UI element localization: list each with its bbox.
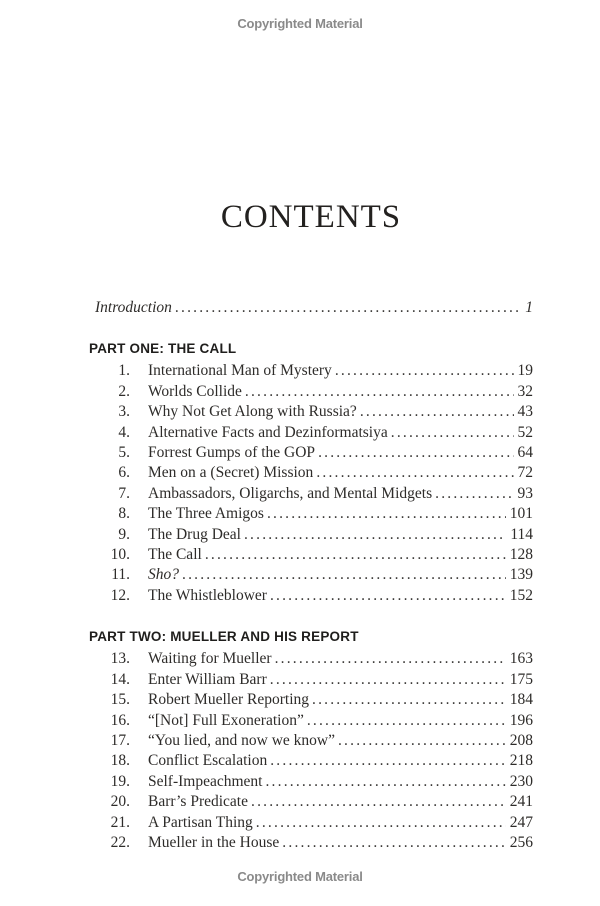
chapter-number: 12.	[110, 586, 130, 604]
dot-leader	[435, 484, 513, 504]
chapter-title: Mueller in the House	[148, 833, 280, 851]
toc-entry	[89, 423, 533, 443]
dot-leader	[256, 813, 506, 833]
page-number: 114	[510, 525, 533, 543]
toc-entry	[89, 545, 533, 565]
dot-leader	[270, 751, 506, 771]
chapter-number: 18.	[110, 752, 130, 770]
chapter-number: 1.	[118, 362, 130, 380]
copyright-notice-bottom: Copyrighted Material	[237, 869, 363, 884]
page-number: 208	[509, 731, 533, 749]
chapter-title: Sho?	[148, 566, 179, 584]
chapter-title: Forrest Gumps of the GOP	[148, 444, 316, 462]
toc-intro-entry	[89, 298, 533, 318]
chapter-number: 22.	[110, 833, 130, 851]
page-title: CONTENTS	[220, 199, 402, 235]
chapter-number: 20.	[110, 793, 130, 811]
dot-leader	[307, 711, 506, 731]
dot-leader	[267, 504, 506, 524]
chapter-number: 7.	[118, 484, 130, 502]
page-number: 163	[509, 650, 533, 668]
chapter-number: 4.	[118, 423, 130, 441]
chapter-number: 2.	[118, 382, 130, 400]
chapter-number: 5.	[118, 444, 130, 462]
dot-leader	[360, 402, 514, 422]
page-number: 139	[509, 566, 533, 584]
chapter-title: The Three Amigos	[148, 505, 264, 523]
chapter-title: Ambassadors, Oligarchs, and Mental Midgets	[148, 484, 433, 502]
dot-leader	[335, 361, 514, 381]
dot-leader	[275, 649, 506, 669]
page-number: 101	[509, 505, 533, 523]
toc-entry	[89, 670, 533, 690]
chapter-title: “You lied, and now we know”	[148, 731, 335, 749]
chapter-number: 13.	[110, 650, 130, 668]
page-number: 128	[509, 546, 533, 564]
page-number: 32	[517, 382, 533, 400]
chapter-title: Why Not Get Along with Russia?	[148, 403, 357, 421]
chapter-number: 21.	[110, 813, 130, 831]
chapter-title: Men on a (Secret) Mission	[148, 464, 314, 482]
dot-leader	[175, 298, 521, 318]
toc-entry	[89, 586, 533, 606]
chapter-number: 14.	[110, 670, 130, 688]
intro-page-number: 1	[525, 299, 533, 316]
toc-entry	[89, 833, 533, 853]
chapter-number: 15.	[110, 691, 130, 709]
toc-entry	[89, 813, 533, 833]
chapter-title: The Call	[148, 546, 202, 564]
chapter-list	[89, 361, 533, 606]
toc-entry	[89, 772, 533, 792]
page-number: 93	[517, 484, 533, 502]
toc-entry	[89, 792, 533, 812]
toc-entry	[89, 504, 533, 524]
dot-leader	[312, 690, 506, 710]
chapter-title: Enter William Barr	[148, 670, 267, 688]
part-heading: PART TWO: MUELLER AND HIS REPORT	[89, 629, 359, 645]
chapter-number: 9.	[118, 525, 130, 543]
toc-entry	[89, 711, 533, 731]
chapter-number: 6.	[118, 464, 130, 482]
copyright-notice-top: Copyrighted Material	[237, 16, 363, 31]
page-number: 152	[509, 586, 533, 604]
dot-leader	[318, 443, 513, 463]
dot-leader	[270, 586, 506, 606]
toc-entry	[89, 463, 533, 483]
page-number: 43	[517, 403, 533, 421]
page-number: 196	[509, 711, 533, 729]
page-number: 218	[509, 752, 533, 770]
toc-entry	[89, 361, 533, 381]
page-number: 19	[517, 362, 533, 380]
page-number: 247	[509, 813, 533, 831]
part-heading: PART ONE: THE CALL	[89, 341, 237, 357]
dot-leader	[391, 423, 514, 443]
chapter-title: A Partisan Thing	[148, 813, 253, 831]
chapter-number: 3.	[118, 403, 130, 421]
chapter-number: 19.	[110, 772, 130, 790]
toc-entry	[89, 731, 533, 751]
chapter-number: 16.	[110, 711, 130, 729]
chapter-number: 10.	[110, 546, 130, 564]
chapter-title: “[Not] Full Exoneration”	[148, 711, 304, 729]
page-number: 72	[517, 464, 533, 482]
page-number: 175	[509, 670, 533, 688]
dot-leader	[270, 670, 506, 690]
chapter-title: Alternative Facts and Dezinformatsiya	[148, 423, 388, 441]
chapter-number: 17.	[110, 731, 130, 749]
dot-leader	[265, 772, 505, 792]
dot-leader	[245, 382, 514, 402]
chapter-title: The Drug Deal	[148, 525, 241, 543]
chapter-title: Barr’s Predicate	[148, 793, 248, 811]
dot-leader	[316, 463, 513, 483]
dot-leader	[182, 565, 506, 585]
dot-leader	[338, 731, 506, 751]
chapter-title: Self-Impeachment	[148, 772, 263, 790]
chapter-title: The Whistleblower	[148, 586, 267, 604]
chapter-title: International Man of Mystery	[148, 362, 332, 380]
page-number: 64	[517, 444, 533, 462]
page-number: 241	[509, 793, 533, 811]
toc-entry	[89, 690, 533, 710]
chapter-title: Conflict Escalation	[148, 752, 268, 770]
toc-entry	[89, 649, 533, 669]
page-number: 184	[509, 691, 533, 709]
page-number: 52	[517, 423, 533, 441]
chapter-list	[89, 649, 533, 853]
toc-entry	[89, 484, 533, 504]
toc-entry	[89, 402, 533, 422]
chapter-title: Robert Mueller Reporting	[148, 691, 309, 709]
toc-entry	[89, 443, 533, 463]
dot-leader	[244, 525, 506, 545]
toc-entry	[89, 382, 533, 402]
toc-parts	[89, 339, 533, 853]
toc-entry	[89, 525, 533, 545]
toc-entry	[89, 751, 533, 771]
dot-leader	[251, 792, 506, 812]
chapter-title: Waiting for Mueller	[148, 650, 272, 668]
chapter-number: 8.	[118, 505, 130, 523]
dot-leader	[205, 545, 506, 565]
toc-entry	[89, 565, 533, 585]
chapter-number: 11.	[111, 566, 130, 584]
intro-title: Introduction	[95, 299, 172, 316]
page-number: 230	[509, 772, 533, 790]
table-of-contents	[89, 298, 533, 853]
dot-leader	[282, 833, 505, 853]
page-number: 256	[509, 833, 533, 851]
chapter-title: Worlds Collide	[148, 382, 242, 400]
